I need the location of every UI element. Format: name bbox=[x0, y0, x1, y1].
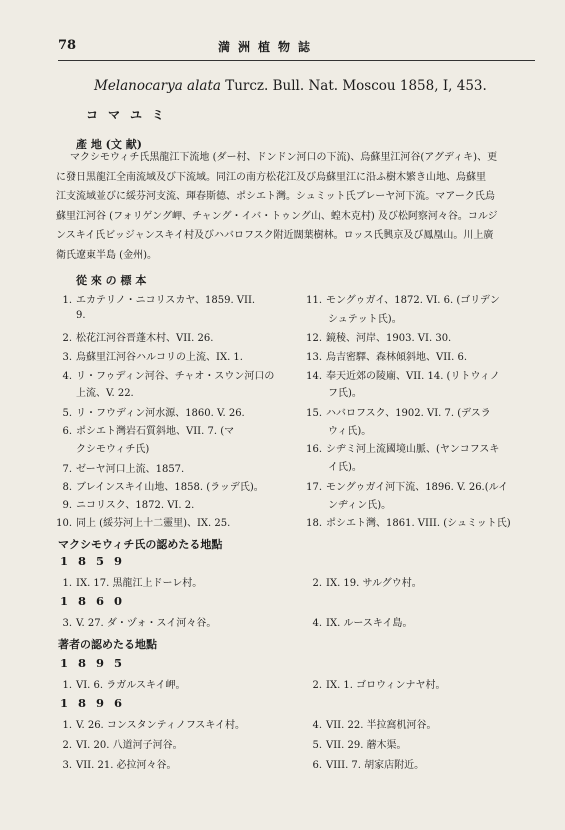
specimen-entry: 12. 鏡稜、河岸、1903. VI. 30. bbox=[306, 333, 452, 344]
specimen-entry: 5. リ・フウディン河水源、1860. V. 26. bbox=[62, 408, 245, 419]
habitat-line: 衛氏遼東半島 (金州)。 bbox=[56, 249, 157, 261]
specimen-entry: 15. ハバロフスク、1902. VI. 7. (デスラ bbox=[306, 408, 491, 419]
specimen-entry: 9. ニコリスク、1872. VI. 2. bbox=[62, 500, 195, 511]
specimen-entry: 17. モングゥガイ河下流、1896. V. 26.(ルイ bbox=[306, 482, 509, 493]
locality-entry: 6. VIII. 7. 胡家店附近。 bbox=[312, 760, 425, 771]
locality-entry: 3. VII. 21. 必拉河々谷。 bbox=[62, 760, 177, 771]
specimens-heading: 從 來 の 標 本 bbox=[76, 274, 147, 287]
habitat-heading: 產 地 (文 献) bbox=[76, 138, 142, 151]
specimen-entry-cont: 上流、V. 22. bbox=[76, 388, 134, 399]
locality-entry: 4. VII. 22. 半拉窩机河谷。 bbox=[312, 720, 437, 731]
specimen-entry-cont: クシモウィチ氏) bbox=[76, 444, 150, 455]
specimen-entry: 18. ポシエト灣、1861. VIII. (シュミット氏) bbox=[306, 518, 511, 529]
locality-entry: 1. VI. 6. ラガルスキイ岬。 bbox=[62, 680, 186, 691]
page-number: 78 bbox=[58, 38, 77, 53]
locality-entry: 1. IX. 17. 黒龍江上ドーレ村。 bbox=[62, 578, 203, 589]
habitat-line: ンスキイ氏ビッジャンスキイ村及びハバロフスク附近闊葉樹林。ロッス氏興京及び鳳凰山。川上廣 bbox=[56, 230, 494, 241]
habitat-line: 蘇里江河谷 (フォリゲング岬、チャング・イバ・トゥング山、蝗木克村) 及び松阿察河々谷。コルジ bbox=[56, 210, 498, 222]
year-1896: 1896 bbox=[60, 696, 133, 710]
header-rule bbox=[58, 60, 535, 61]
year-1860: 1860 bbox=[60, 594, 133, 608]
specimen-entry: 14. 奉天近郊の陵廟、VII. 14. (リトウィノ bbox=[306, 371, 500, 382]
page-header bbox=[58, 38, 535, 54]
locality-entry: 2. IX. 1. ゴロウィンナヤ村。 bbox=[312, 680, 446, 691]
habitat-paragraph bbox=[56, 148, 544, 265]
locality-entry: 2. IX. 19. サルグウ村。 bbox=[312, 578, 422, 589]
habitat-line: 江支流域並びに綏芬河支流、琿春斯德、ポシエト灣。シュミット氏ブレーヤ河下流。マアーク氏烏 bbox=[56, 191, 495, 202]
specimen-entry: 8. ブレインスキイ山地、1858. (ラッデ氏)。 bbox=[62, 482, 264, 493]
specimen-entry: 10. 同上 (綏芬河上十二靈里)、IX. 25. bbox=[56, 518, 231, 529]
specimen-entry: 4. リ・フゥディン河谷、チャオ・スウン河口の bbox=[62, 371, 275, 382]
habitat-line: に發日黒龍江全南流域及び下流域。同江の南方松花江及び烏蘇里江に沿ふ樹木繁き山地、烏蘇里 bbox=[56, 171, 486, 183]
specimen-entry: 3. 烏蘇里江河谷ハルコリの上流、IX. 1. bbox=[62, 352, 243, 363]
running-title: 満洲植物誌 bbox=[218, 40, 319, 54]
year-1859: 1859 bbox=[60, 554, 133, 568]
specimen-entry-cont: ウィ氏)。 bbox=[328, 426, 372, 437]
specimen-entry: 7. ゼーヤ河口上流、1857. bbox=[62, 464, 185, 475]
specimen-entry-cont: 9. bbox=[76, 310, 86, 321]
specimen-entry: 6. ポシエト灣岩石質斜地、VII. 7. (マ bbox=[62, 426, 235, 437]
japanese-name: コマユミ bbox=[86, 108, 175, 122]
species-title bbox=[94, 78, 487, 94]
locality-entry: 4. IX. ルースキイ島。 bbox=[312, 618, 413, 629]
specimen-entry: 1. エカテリノ・ニコリスカヤ、1859. VII. bbox=[62, 295, 256, 306]
maximowicz-heading: マクシモウィチ氏の認めたる地點 bbox=[58, 538, 223, 551]
locality-entry: 2. VI. 20. 八道河子河谷。 bbox=[62, 740, 183, 751]
locality-entry: 1. V. 26. コンスタンティノフスキイ村。 bbox=[62, 720, 246, 731]
species-name: Melanocarya alata bbox=[94, 78, 221, 94]
specimen-entry-cont: ンヂィン氏)。 bbox=[328, 500, 392, 511]
specimen-entry: 11. モングゥガイ、1872. VI. 6. (ゴリデン bbox=[306, 295, 500, 306]
author-heading: 著者の認めたる地點 bbox=[58, 638, 157, 651]
locality-entry: 3. V. 27. ダ・ヅォ・スイ河々谷。 bbox=[62, 618, 217, 629]
specimen-entry-cont: イ氏)。 bbox=[328, 462, 362, 473]
year-1895: 1895 bbox=[60, 656, 133, 670]
locality-entry: 5. VII. 29. 蘑木渠。 bbox=[312, 740, 407, 751]
specimen-entry: 13. 烏吉密驛、森林傾斜地、VII. 6. bbox=[306, 352, 468, 363]
species-authority: Turcz. Bull. Nat. Moscou 1858, I, 453. bbox=[225, 78, 487, 94]
specimen-entry: 16. シヂミ河上流國境山脈、(ヤンコフスキ bbox=[306, 444, 500, 455]
habitat-line: マクシモウィチ氏黒龍江下流地 (ダー村、ドンドン河口の下流)、烏蘇里江河谷(アグディキ)、更 bbox=[70, 152, 498, 163]
specimen-entry: 2. 松花江河谷晋蓬木村、VII. 26. bbox=[62, 333, 214, 344]
specimen-entry-cont: フ氏)。 bbox=[328, 388, 362, 399]
specimen-entry-cont: シュテット氏)。 bbox=[328, 314, 402, 325]
